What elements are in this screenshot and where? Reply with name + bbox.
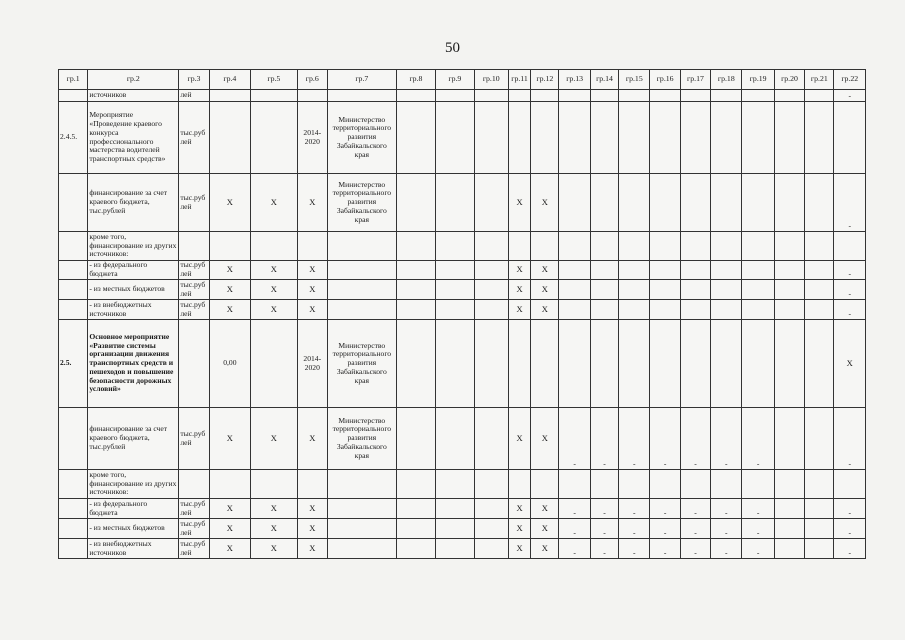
value-cell: Х <box>209 539 250 559</box>
value-cell: - <box>834 280 866 300</box>
row-label: кроме того, финансирование из других источников: <box>88 470 179 499</box>
unit-cell: тыс.руб лей <box>179 519 209 539</box>
value-cell: Х <box>209 261 250 280</box>
table-row <box>59 232 866 261</box>
unit-cell: тыс.руб лей <box>179 261 209 280</box>
value-cell: - <box>590 499 618 519</box>
value-cell: Х <box>297 519 327 539</box>
value-cell: Х <box>297 408 327 470</box>
col-header: гр.15 <box>619 70 650 90</box>
value-cell: - <box>590 539 618 559</box>
row-label: кроме того, финансирование из других источников: <box>88 232 179 261</box>
value-cell: - <box>619 539 650 559</box>
value-cell: - <box>590 519 618 539</box>
value-cell: Х <box>531 519 559 539</box>
value-cell: - <box>619 519 650 539</box>
value-cell: Х <box>297 280 327 300</box>
page-number: 50 <box>445 40 460 56</box>
value-cell: - <box>742 519 774 539</box>
value-cell: Х <box>209 300 250 320</box>
unit-cell: тыс.руб лей <box>179 174 209 232</box>
row-label: - из местных бюджетов <box>88 280 179 300</box>
value-cell: - <box>680 408 710 470</box>
value-cell: - <box>834 519 866 539</box>
col-header: гр.6 <box>297 70 327 90</box>
value-cell: Х <box>531 280 559 300</box>
col-header: гр.13 <box>559 70 590 90</box>
col-header: гр.10 <box>474 70 508 90</box>
table-row <box>59 102 866 174</box>
row-label: Основное мероприятие «Развитие системы организации движения транспортных средств и пешеходов и повышение безопасности дорожных условий» <box>88 320 179 408</box>
value-cell: - <box>559 519 590 539</box>
value-cell: Х <box>251 174 298 232</box>
row-label: источников <box>88 90 179 102</box>
row-label: - из внебюджетных источников <box>88 539 179 559</box>
value-cell: - <box>834 408 866 470</box>
value-cell: - <box>834 499 866 519</box>
col-header: гр.8 <box>396 70 435 90</box>
table-row <box>59 300 866 320</box>
table-row <box>59 519 866 539</box>
table-row <box>59 280 866 300</box>
value-cell: - <box>834 300 866 320</box>
program-table <box>58 69 866 559</box>
value-cell: Х <box>297 174 327 232</box>
item-number: 2.4.5. <box>59 102 88 174</box>
value-cell: Х <box>834 320 866 408</box>
col-header: гр.18 <box>711 70 742 90</box>
value-cell: - <box>650 499 680 519</box>
value-cell: Х <box>531 300 559 320</box>
table-row <box>59 470 866 499</box>
value-cell: Х <box>508 261 530 280</box>
value-cell: Х <box>531 174 559 232</box>
value-cell: Х <box>531 408 559 470</box>
value-cell: - <box>711 539 742 559</box>
value-cell: - <box>590 408 618 470</box>
value-cell: Х <box>508 519 530 539</box>
col-header: гр.3 <box>179 70 209 90</box>
value-cell: - <box>619 408 650 470</box>
row-label: финансирование за счет краевого бюджета, тыс.рублей <box>88 174 179 232</box>
value-cell: Х <box>297 261 327 280</box>
value-cell: Х <box>508 300 530 320</box>
executor-cell: Министерство территориального развития Забайкальского края <box>327 320 396 408</box>
value-cell: - <box>834 174 866 232</box>
unit-cell: тыс.руб лей <box>179 280 209 300</box>
unit-cell: тыс.руб лей <box>179 408 209 470</box>
value-cell: - <box>711 408 742 470</box>
col-header: гр.14 <box>590 70 618 90</box>
value-cell: - <box>742 499 774 519</box>
col-header: гр.12 <box>531 70 559 90</box>
value-cell: Х <box>508 499 530 519</box>
col-header: гр.5 <box>251 70 298 90</box>
period-cell: 2014-2020 <box>297 102 327 174</box>
value-cell: - <box>650 539 680 559</box>
value-cell: Х <box>251 300 298 320</box>
row-label: - из местных бюджетов <box>88 519 179 539</box>
table-row <box>59 539 866 559</box>
value-cell: - <box>834 261 866 280</box>
table-row <box>59 408 866 470</box>
row-label: Мероприятие «Проведение краевого конкурса профессионального мастерства водителей транспортных средств» <box>88 102 179 174</box>
value-cell: - <box>559 499 590 519</box>
row-label: - из федерального бюджета <box>88 261 179 280</box>
unit-cell: тыс.руб лей <box>179 499 209 519</box>
value-cell: - <box>559 539 590 559</box>
col-header: гр.4 <box>209 70 250 90</box>
value-cell: - <box>680 519 710 539</box>
header-row <box>59 70 866 90</box>
col-header: гр.7 <box>327 70 396 90</box>
value-cell: Х <box>297 539 327 559</box>
value-cell: - <box>680 499 710 519</box>
value-cell: - <box>650 408 680 470</box>
value-cell: Х <box>297 499 327 519</box>
value-cell: - <box>680 539 710 559</box>
value-cell: Х <box>531 499 559 519</box>
col-header: гр.19 <box>742 70 774 90</box>
col-header: гр.11 <box>508 70 530 90</box>
col-header: гр.1 <box>59 70 88 90</box>
value-cell: - <box>742 539 774 559</box>
value-cell: - <box>650 519 680 539</box>
executor-cell: Министерство территориального развития Забайкальского края <box>327 102 396 174</box>
value-cell: Х <box>251 408 298 470</box>
value-cell: Х <box>508 408 530 470</box>
item-number: 2.5. <box>59 320 88 408</box>
col-header: гр.17 <box>680 70 710 90</box>
col-header: гр.22 <box>834 70 866 90</box>
value-cell: - <box>742 408 774 470</box>
value-cell: Х <box>297 300 327 320</box>
executor-cell: Министерство территориального развития Забайкальского края <box>327 408 396 470</box>
value-cell: - <box>711 499 742 519</box>
value-cell: Х <box>531 261 559 280</box>
value-cell: Х <box>209 499 250 519</box>
col-header: гр.9 <box>436 70 474 90</box>
value-cell: - <box>559 408 590 470</box>
value-cell: - <box>834 90 866 102</box>
value-cell: Х <box>209 408 250 470</box>
unit-cell: тыс.руб лей <box>179 102 209 174</box>
value-cell: Х <box>251 519 298 539</box>
value-cell: - <box>834 539 866 559</box>
table-row <box>59 261 866 280</box>
table-row <box>59 320 866 408</box>
value-cell: Х <box>209 174 250 232</box>
value-cell: Х <box>508 280 530 300</box>
table-row <box>59 174 866 232</box>
col-header: гр.21 <box>805 70 834 90</box>
value-cell: Х <box>531 539 559 559</box>
col-header: гр.16 <box>650 70 680 90</box>
row-label: - из федерального бюджета <box>88 499 179 519</box>
value-cell: 0,00 <box>209 320 250 408</box>
col-header: гр.2 <box>88 70 179 90</box>
value-cell: Х <box>251 280 298 300</box>
period-cell: 2014-2020 <box>297 320 327 408</box>
value-cell: Х <box>209 280 250 300</box>
value-cell: Х <box>251 261 298 280</box>
value-cell: Х <box>251 499 298 519</box>
row-label: финансирование за счет краевого бюджета, тыс.рублей <box>88 408 179 470</box>
table-row <box>59 499 866 519</box>
value-cell: Х <box>209 519 250 539</box>
value-cell: - <box>619 499 650 519</box>
value-cell: Х <box>508 174 530 232</box>
table-row <box>59 90 866 102</box>
value-cell: Х <box>251 539 298 559</box>
value-cell: Х <box>508 539 530 559</box>
col-header: гр.20 <box>774 70 804 90</box>
value-cell: - <box>711 519 742 539</box>
unit-cell: тыс.руб лей <box>179 300 209 320</box>
row-label: - из внебюджетных источников <box>88 300 179 320</box>
unit-cell: тыс.руб лей <box>179 539 209 559</box>
executor-cell: Министерство территориального развития Забайкальского края <box>327 174 396 232</box>
unit-cell: лей <box>179 90 209 102</box>
